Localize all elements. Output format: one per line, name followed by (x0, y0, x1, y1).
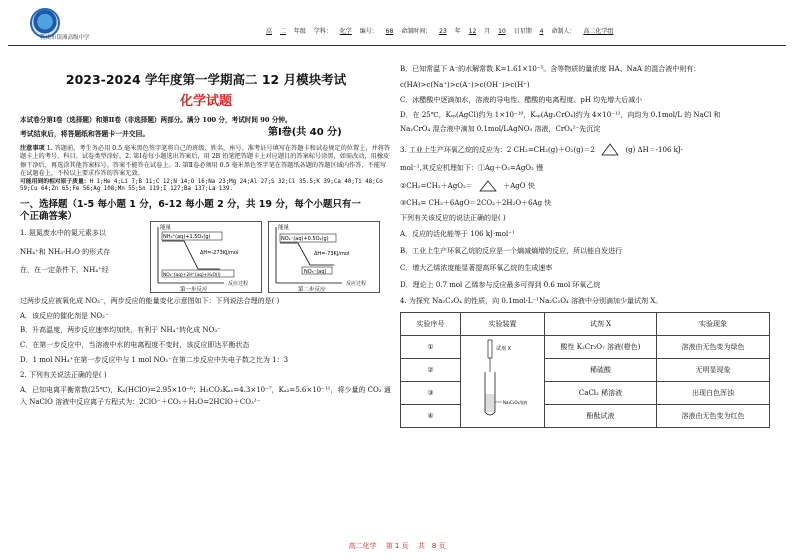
row3-seq: ③ (401, 382, 461, 405)
row4-phenomenon: 溶液由无色变为红色 (657, 405, 770, 428)
exam-subtitle: 化学试题 (179, 93, 232, 109)
meta-grade-1: 高 (266, 28, 273, 35)
end-note: 考试结束后，将答题纸和答题卡一并交回。 (20, 130, 150, 139)
test-tube-dropper-icon (468, 338, 538, 422)
row4-reagent: 酚酞试液 (545, 405, 657, 428)
q3-option-d: D．理论上 0.7 mol 乙烯参与反应最多可得到 0.6 mol 环氧乙烷 (400, 280, 601, 289)
meta-author: 高二化学组 (583, 28, 614, 35)
th-apparatus: 实验装置 (461, 313, 545, 336)
q2-stem: 2. 下列有关说法正确的是( ) (20, 370, 107, 379)
row1-seq: ① (401, 336, 461, 359)
th-seq: 实验序号 (401, 313, 461, 336)
exam-title: 2023-2024 学年度第一学期高二 12 月模块考试 (65, 72, 347, 87)
diag1-ylabel: 能量 (160, 224, 172, 231)
q3-step2-rhs: ＋AgO 快 (503, 181, 535, 190)
row1-reagent: 酸性 K₂Cr₂O₇ 溶液(橙色) (545, 336, 657, 359)
meta-weekday-label: 日星期 (513, 28, 532, 35)
q2-option-d-line1: D．在 25℃，Kₛₚ(AgCl)约为 1×10⁻¹⁰，Kₛₚ(Ag₂CrO₄)约为 4×10⁻¹²，向均为 0.1mol/L 的 NaCl 和 (400, 110, 721, 119)
q1-line-4: 过两步反应被氧化成 NO₃⁻，两步反应的能量变化示意图如下：下列说法合理的是( ) (20, 296, 280, 305)
diag1-top-label: NH₄⁺(aq)+1.5O₂(g) (163, 233, 211, 240)
meta-day: 10 (498, 28, 506, 35)
th-phenomenon: 实验现象 (657, 313, 770, 336)
table-row (401, 405, 770, 428)
meta-author-label: 命制人： (551, 28, 576, 35)
q1-stem-part (20, 229, 150, 275)
diag1-caption: 第一步反应 (180, 286, 208, 293)
meta-number: 68 (385, 28, 394, 35)
q3-step3: ③CH₂= CH₂＋6AgO＝2CO₂＋2H₂O＋6Ag 快 (400, 198, 552, 207)
atomic-label: 可能用到的相对原子质量： (20, 178, 90, 185)
meta-month: 12 (468, 28, 477, 35)
meta-grade-label: 年级 (293, 28, 306, 35)
epoxide-icon-2 (475, 179, 501, 193)
exam-intro: 本试卷分第Ⅰ卷（选择题）和第Ⅱ卷（非选择题）两部分。满分 100 分，考试时间 90 分钟。 (20, 115, 292, 124)
row2-reagent: 稀硫酸 (545, 359, 657, 382)
q1-option-b: B．升高温度，两步反应速率均加快，有利于 NH₄⁺转化成 NO₃⁻ (20, 326, 221, 335)
row2-phenomenon: 无明显现象 (657, 359, 770, 382)
meta-year: 23 (439, 28, 447, 35)
epoxide-icon (597, 142, 623, 158)
meta-subject-label: 学科： (313, 28, 332, 35)
row1-phenomenon: 溶液由无色变为绿色 (657, 336, 770, 359)
notes-block (20, 145, 392, 178)
table-row (401, 336, 770, 359)
atomic-masses: H 1;He 4;Li 7;B 11;C 12;N 14;O 16;Na 23;Mg 24;Al 27;S 32;Cl 35.5;K 39;Ca 40;Ti 48;Co 59;Cu 64;Zn 65;Fe 56;Ag 108;Mn 55;Sn 119;I 127;Ba 137;La 139. (20, 178, 383, 193)
table-row (401, 382, 770, 405)
page-header (8, 6, 786, 46)
apparatus-cell (461, 336, 545, 428)
q3-mechanism: mol⁻¹,其反应机理如下：①Ag＋O₂=AgO₂ 慢 (400, 164, 544, 173)
q2-option-c: C．冰醋酸中逐滴加水，溶液的导电性、醋酸的电离程度、pH 均先增大后减小 (400, 95, 643, 104)
q1-option-d: D．1 mol NH₄⁺在第一步反应中与 1 mol NO₂⁻在第二步反应中失电子数之比为 1：3 (20, 355, 289, 364)
meta-subject: 化学 (339, 28, 352, 35)
apparatus-reagent-label: 试剂 X (495, 346, 511, 353)
energy-diagram-step1 (150, 221, 262, 293)
q3-option-c: C．增大乙烯浓度能显著提高环氧乙烷的生成速率 (400, 263, 553, 272)
q3-dh: (g) ΔH＝-106 kJ· (625, 146, 683, 155)
notes-label: 注意事项 (20, 145, 45, 153)
right-column (400, 64, 784, 428)
exam-meta-line (266, 28, 619, 36)
diag2-dh: ΔH=-73KJ/mol (314, 250, 350, 257)
meta-grade-2: 二 (279, 28, 286, 35)
meta-weekday: 4 (539, 28, 544, 35)
left-column (20, 64, 392, 408)
q1-line-2: NH₄⁺和 NH₃·H₂O 的形式存 (20, 247, 111, 256)
q2-option-b-inequality: c(HA)>c(Na⁺)>c(A⁻)>c(OH⁻)>c(H⁺) (400, 81, 530, 90)
q3-question: 下列有关该反应的说法正确的是( ) (400, 213, 506, 222)
diag2-xlabel: 反应过程 (346, 280, 367, 287)
diag1-xlabel: 反应过程 (228, 280, 249, 287)
row2-seq: ② (401, 359, 461, 382)
diag2-bottom-label: NO₃⁻(aq) (304, 268, 327, 275)
section-1-heading: 一、选择题（1-5 每小题 1 分，6-12 每小题 2 分，共 19 分，每个小题只有一个正确答案） (20, 199, 361, 223)
q3-option-a: A．反应的活化能等于 106 kJ·mol⁻¹ (400, 230, 515, 239)
row3-reagent: CaCl₂ 稀溶液 (545, 382, 657, 405)
atomic-mass-block (20, 179, 392, 195)
q1-block (20, 225, 392, 293)
q1-option-c: C．在第一步反应中，当溶液中水的电离程度不变时，该反应即达平衡状态 (20, 341, 250, 350)
volume-1-title: 第Ⅰ卷(共 40 分) (268, 127, 342, 139)
row4-seq: ④ (401, 405, 461, 428)
diag2-ylabel: 能量 (278, 224, 290, 231)
q2-option-d-line2: Na₂CrO₄ 混合液中滴加 0.1mol/LAgNO₃ 溶液，CrO₄²⁻先沉淀 (400, 125, 601, 134)
apparatus-solution-label: Na₂C₂O₄溶液 (502, 400, 527, 406)
school-logo-icon (30, 8, 60, 38)
diag2-caption: 第二步反应 (298, 286, 326, 293)
experiment-table (400, 312, 770, 428)
meta-number-label: 编号： (359, 28, 378, 35)
diag1-dh: ΔH=-273KJ/mol (200, 249, 239, 256)
q3-step2 (400, 179, 784, 193)
row3-phenomenon: 出现白色浑浊 (657, 382, 770, 405)
q3-equation: 3. 工业上生产环氧乙烷的反应为：2 CH₂=CH₂(g)＋O₂(g)＝2 (400, 146, 595, 155)
notes-text: 1. 答题前，考生务必用 0.5 毫米黑色签字笔将自己的班级、姓名、座号、准考证号填写在答题卡和试卷规定的位置上，并将答题卡上的考号、科目、试卷类型涂好。2. 第Ⅰ卷每小题选出答案后，用 2B 铅笔把答题卡上对应题目的答案标号涂黑，如需改动，用橡皮擦干净后，再选涂其他答案标号。答案不能答在试卷上。3. 第Ⅱ卷必须用 0.5 毫米黑色签字笔在答题纸各题的答题区域内作答，不能写在试题卷上，不按以上要求作答的答案无效。 (20, 145, 391, 178)
q3-stem (400, 142, 784, 158)
q1-line-3: 在，在一定条件下，NH₄⁺经 (20, 266, 109, 275)
q4-stem: 4. 为探究 Na₂C₂O₄ 的性质，向 0.1mol·L⁻¹Na₂C₂O₄ 溶液中分别滴加少量试剂 X。 (400, 297, 663, 306)
q3-step2-lhs: ②CH₂=CH₂＋AgO₂＝ (400, 181, 473, 190)
table-header-row (401, 313, 770, 336)
th-reagent: 试剂 X (545, 313, 657, 336)
meta-time-label: 命制时间： (401, 28, 432, 35)
energy-diagram-step2 (268, 221, 380, 293)
q1-option-a: A．该反应的催化剂是 NO₂⁻ (20, 311, 109, 320)
diag2-top-label: NO₂⁻(aq)+0.5O₂(g) (281, 235, 329, 242)
page-footer: 高二化学 第 1 页 共 8 页 (348, 542, 446, 550)
volume-row (20, 127, 392, 141)
q2-option-b: B．已知常温下 A⁻的水解常数 K=1.61×10⁻⁵。含等物质的量浓度 HA、NaA 的混合液中则有： (400, 65, 701, 73)
q2-option-a: A．已知电离平衡常数(25℃)，Kₐ(HClO)=2.95×10⁻⁸；H₂CO₃Kₐ₁=4.3×10⁻⁷，Kₐ₂=5.6×10⁻¹¹，将少量的 CO₂ 通入 NaClO 溶液中反应离子方程式为：2ClO⁻＋CO₂＋H₂O=2HClO＋CO₃²⁻ (20, 386, 391, 406)
meta-year-label: 年 (454, 28, 461, 35)
meta-month-label: 月 (484, 28, 491, 35)
diag1-bottom-label: NO₂⁻(aq)+2H⁺(aq)+H₂O(l) (163, 272, 221, 278)
school-name: 乳山市银滩高级中学 (40, 35, 90, 41)
q1-line-1: 1. 氨氮废水中的氮元素多以 (20, 228, 106, 237)
table-row (401, 359, 770, 382)
q3-option-b: B．工业上生产环氧乙烷的反应是一个熵减熵增的反应，所以能自发进行 (400, 247, 623, 256)
